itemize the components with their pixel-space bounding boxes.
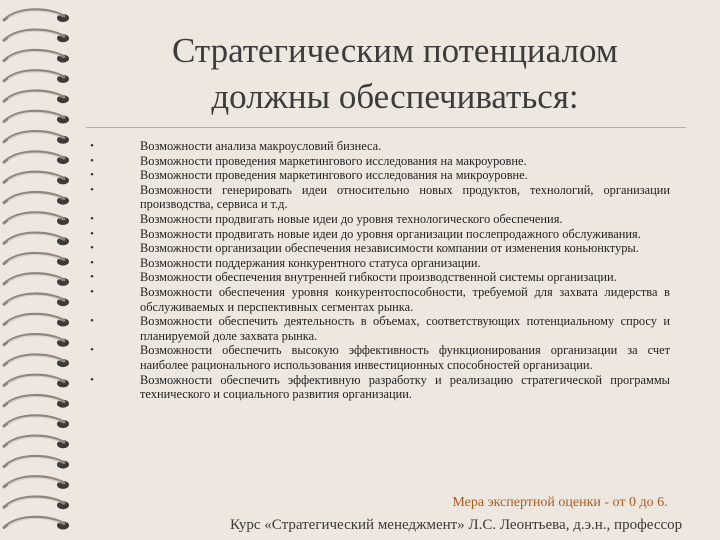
spiral-ring xyxy=(4,213,69,225)
list-item xyxy=(85,227,670,242)
list-item-text: Возможности обеспечить высокую эффективность функционирования организации за счет наиболее рационального использования инвестиционных способностей организации. xyxy=(140,343,670,372)
spiral-ring xyxy=(4,314,69,326)
spiral-ring xyxy=(4,456,69,468)
assessment-note: Мера экспертной оценки - от 0 до 6. xyxy=(452,495,668,510)
bullet-icon: • xyxy=(90,183,94,196)
list-item xyxy=(85,139,670,154)
spiral-ring xyxy=(4,355,69,367)
spiral-ring xyxy=(4,152,69,164)
bullet-icon: • xyxy=(90,373,94,386)
list-item-text: Возможности продвигать новые идеи до уровня технологического обеспечения. xyxy=(140,211,563,226)
list-item xyxy=(85,256,670,271)
spiral-ring xyxy=(4,50,69,62)
bullet-icon: • xyxy=(90,256,94,269)
spiral-ring xyxy=(4,71,69,83)
spiral-ring xyxy=(4,497,69,509)
list-item-text: Возможности организации обеспечения независимости компании от изменения коньюнктуры. xyxy=(140,241,639,256)
list-item xyxy=(85,343,670,372)
bullet-icon: • xyxy=(90,169,94,182)
list-item-text: Возможности поддержания конкурентного статуса организации. xyxy=(140,255,481,270)
bullet-icon: • xyxy=(90,271,94,284)
spiral-ring xyxy=(4,436,69,448)
bullet-icon: • xyxy=(90,154,94,167)
spiral-ring xyxy=(4,375,69,387)
spiral-ring xyxy=(4,395,69,407)
spiral-ring xyxy=(4,132,69,144)
course-footer: Курс «Стратегический менеджмент» Л.С. Леонтьева, д.э.н., профессор xyxy=(230,517,683,533)
slide-title: Стратегическим потенциалом должны обеспечиваться: xyxy=(172,31,618,116)
spiral-ring xyxy=(4,335,69,347)
list-item-text: Возможности анализа макроусловий бизнеса. xyxy=(140,139,382,153)
list-item xyxy=(85,373,670,402)
list-item-text: Возможности обеспечения внутренней гибкости производственной системы организации. xyxy=(140,270,617,285)
list-item xyxy=(85,241,670,256)
list-item-text: Возможности продвигать новые идеи до уровня организации послепродажного обслуживания. xyxy=(140,226,641,241)
spiral-ring xyxy=(4,30,69,42)
bullet-icon: • xyxy=(90,242,94,255)
spiral-ring xyxy=(4,294,69,306)
list-item xyxy=(85,183,670,212)
list-item-text: Возможности обеспечить эффективную разработку и реализацию стратегической программы технического и социального развития организации. xyxy=(140,372,670,402)
list-item xyxy=(85,285,670,314)
capabilities-list xyxy=(85,139,670,402)
list-item-text: Возможности обеспечения уровня конкурентоспособности, требуемой для захвата лидерства в обслуживаемых и перспективных сегментах рынка. xyxy=(140,284,670,314)
bullet-icon: • xyxy=(90,285,94,298)
list-item xyxy=(85,212,670,227)
bullet-icon: • xyxy=(90,315,94,328)
list-item xyxy=(85,314,670,343)
spiral-ring xyxy=(4,192,69,204)
list-item xyxy=(85,154,670,169)
bullet-icon: • xyxy=(90,140,94,152)
list-item-text: Возможности проведения маркетингового исследования на микроуровне. xyxy=(140,168,528,183)
spiral-ring xyxy=(4,91,69,103)
spiral-ring xyxy=(4,477,69,489)
notebook-spiral xyxy=(0,0,80,540)
spiral-ring xyxy=(4,253,69,265)
list-item-text: Возможности обеспечить деятельность в объемах, соответствующих потенциальному спросу и планируемой доле захвата рынка. xyxy=(140,314,670,343)
list-item xyxy=(85,168,670,183)
spiral-ring xyxy=(4,517,69,529)
spiral-ring xyxy=(4,274,69,286)
list-item xyxy=(85,270,670,285)
bullet-icon: • xyxy=(90,344,94,357)
spiral-ring xyxy=(4,233,69,245)
list-item-text: Возможности проведения маркетингового исследования на макроуровне. xyxy=(140,153,527,168)
spiral-ring xyxy=(4,172,69,184)
bullet-icon: • xyxy=(90,227,94,240)
title-divider xyxy=(86,127,686,128)
spiral-ring xyxy=(4,416,69,428)
list-item-text: Возможности генерировать идеи относительно новых продуктов, технологий, организации производства, сервиса и т.д. xyxy=(140,182,670,212)
bullet-icon: • xyxy=(90,212,94,225)
spiral-ring xyxy=(4,10,69,22)
spiral-ring xyxy=(4,111,69,123)
